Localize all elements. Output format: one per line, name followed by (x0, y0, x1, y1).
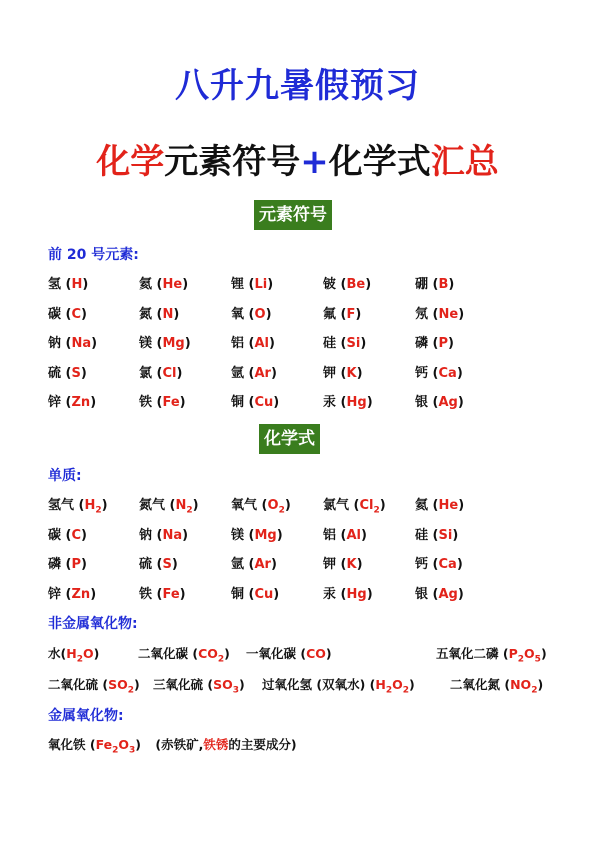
substance-symbol: Fe (162, 586, 180, 602)
element-symbol: Zn (71, 395, 91, 410)
paren-open: ( (156, 586, 163, 602)
element-name: 汞 (323, 395, 337, 410)
substance-symbol: P (71, 557, 82, 572)
element-symbol: P (438, 336, 449, 351)
paren-open: ( (248, 306, 255, 322)
substance-name: 银 (415, 586, 429, 602)
substance-symbol: Na (162, 527, 183, 543)
substance-name: 氧气 (231, 498, 258, 513)
element-symbol: C (71, 306, 82, 322)
element-name: 锌 (48, 395, 62, 410)
element-cell (231, 332, 275, 351)
substance-name: 氢气 (48, 498, 75, 513)
element-name: 硫 (48, 365, 62, 381)
element-name: 氢 (48, 277, 62, 292)
substance-name: 硅 (415, 527, 429, 543)
paren-open: ( (432, 498, 439, 513)
element-name: 银 (415, 395, 429, 410)
paren-close: ) (366, 586, 373, 602)
element-cell (48, 332, 97, 351)
paren-open: ( (432, 365, 439, 381)
paren-close: ) (457, 395, 464, 410)
paren-close: ) (90, 395, 97, 410)
paren-close: ) (456, 365, 463, 381)
paren-close: ) (184, 336, 191, 351)
substance-cell (415, 553, 463, 572)
paren-open: ( (340, 527, 347, 543)
paren-open: ( (248, 527, 255, 543)
fe2o3-note: (赤铁矿,铁锈的主要成分) (155, 737, 297, 752)
substance-cell (323, 524, 367, 543)
paren-open: ( (340, 277, 347, 292)
paren-open: ( (169, 498, 176, 513)
paren-close: ) (456, 557, 463, 572)
paren-close: ) (270, 365, 277, 381)
substance-symbol: Si (438, 527, 453, 543)
substance-name: 钠 (139, 527, 153, 543)
element-symbol: Na (71, 336, 92, 351)
paren-open: ( (340, 557, 347, 572)
paren-close: ) (90, 586, 97, 602)
formula-p2o5: 五氧化二磷 $(P_2O_5)$ (436, 646, 547, 665)
paren-open: ( (65, 395, 72, 410)
formula-no2: 二氧化氮 $(NO_2)$ (450, 677, 544, 696)
element-cell (323, 273, 371, 292)
paren-open: ( (432, 586, 439, 602)
element-cell (415, 332, 454, 351)
substance-name: 铜 (231, 586, 245, 602)
element-cell (48, 273, 88, 292)
substance-name: 锌 (48, 586, 62, 602)
substance-symbol: $Cl_2$ (359, 498, 380, 516)
paren-close: ) (81, 557, 87, 572)
element-name: 铜 (231, 395, 245, 410)
element-name: 铍 (323, 277, 337, 292)
paren-close: ) (276, 527, 283, 543)
paren-open: ( (248, 336, 255, 351)
heading-simple-substances: 单质: (48, 468, 82, 484)
substance-cell (323, 583, 373, 602)
element-symbol: F (346, 306, 356, 322)
substance-name: 氯气 (323, 498, 350, 513)
element-cell (415, 362, 463, 381)
substance-symbol: S (162, 557, 172, 572)
element-symbol: K (346, 365, 357, 381)
paren-open: ( (65, 277, 72, 292)
paren-close: ) (273, 586, 280, 602)
formula-water: 水$(H_2O)$ (48, 646, 100, 665)
element-symbol: H (71, 277, 83, 292)
paren-close: ) (360, 336, 367, 351)
element-name: 铁 (139, 395, 153, 410)
element-symbol: Mg (162, 336, 185, 351)
paren-open: ( (432, 306, 439, 322)
paren-open: ( (340, 306, 347, 322)
substance-symbol: Ag (438, 586, 458, 602)
element-name: 氯 (139, 365, 153, 381)
paren-open: ( (156, 336, 163, 351)
element-symbol: Ar (254, 365, 271, 381)
element-name: 氟 (323, 306, 337, 322)
substance-symbol: $N_2$ (175, 498, 193, 516)
element-name: 铝 (231, 336, 245, 351)
substance-name: 钾 (323, 557, 337, 572)
element-symbol: Fe (162, 395, 180, 410)
element-name: 氩 (231, 365, 245, 381)
badge-element-symbols: 元素符号 (254, 200, 332, 230)
substance-cell (48, 583, 96, 602)
paren-open: ( (353, 498, 360, 513)
substance-cell (139, 583, 186, 602)
element-cell (231, 303, 272, 322)
substance-cell (139, 524, 188, 543)
element-symbol: O (254, 306, 266, 322)
element-cell (139, 391, 186, 410)
paren-open: ( (248, 395, 255, 410)
subtitle-symbols: 元素符号 (164, 142, 301, 182)
substance-cell (323, 553, 363, 572)
substance-symbol: Al (346, 527, 362, 543)
paren-close: ) (91, 336, 98, 351)
element-name: 氖 (415, 306, 429, 322)
element-cell (139, 362, 182, 381)
substance-name: 汞 (323, 586, 337, 602)
element-name: 硼 (415, 277, 429, 292)
paren-open: ( (156, 277, 163, 292)
paren-close: ) (356, 557, 363, 572)
substance-symbol: Cu (254, 586, 274, 602)
paren-close: ) (284, 498, 291, 513)
paren-open: ( (156, 306, 163, 322)
paren-close: ) (452, 527, 459, 543)
element-symbol: Cl (162, 365, 177, 381)
paren-open: ( (432, 557, 439, 572)
element-name: 钠 (48, 336, 62, 351)
substance-cell (231, 553, 277, 572)
substance-cell (48, 524, 87, 543)
element-symbol: N (162, 306, 174, 322)
subtitle-chem: 化学 (96, 142, 165, 182)
substance-cell (415, 583, 464, 602)
paren-close: ) (458, 306, 465, 322)
element-cell (231, 362, 277, 381)
paren-close: ) (458, 498, 465, 513)
paren-close: ) (182, 277, 189, 292)
paren-open: ( (432, 277, 439, 292)
element-symbol: Be (346, 277, 366, 292)
subtitle-summary: 汇总 (430, 142, 499, 182)
paren-open: ( (65, 557, 72, 572)
element-cell (48, 362, 87, 381)
element-name: 镁 (139, 336, 153, 351)
paren-close: ) (80, 365, 87, 381)
paren-close: ) (81, 527, 87, 543)
element-cell (48, 391, 96, 410)
element-cell (48, 303, 87, 322)
element-symbol: He (162, 277, 183, 292)
substance-cell (139, 553, 178, 572)
substance-symbol: C (71, 527, 82, 543)
paren-close: ) (182, 527, 189, 543)
paren-open: ( (248, 365, 255, 381)
formula-co2: 二氧化碳 $(CO_2)$ (138, 646, 230, 665)
paren-open: ( (432, 336, 439, 351)
page-title: 八升九暑假预习 (175, 66, 420, 106)
paren-close: ) (176, 365, 183, 381)
heading-nonmetal-oxides: 非金属氧化物: (48, 616, 138, 632)
paren-close: ) (448, 277, 455, 292)
paren-open: ( (340, 395, 347, 410)
heading-metal-oxides: 金属氧化物: (48, 708, 124, 724)
element-symbol: Si (346, 336, 361, 351)
element-symbol: Ca (438, 365, 457, 381)
substance-cell (139, 494, 199, 516)
paren-close: ) (448, 336, 454, 351)
substance-symbol: $H_2$ (84, 498, 102, 516)
element-symbol: B (438, 277, 449, 292)
element-symbol: Li (254, 277, 268, 292)
element-symbol: Ag (438, 395, 458, 410)
paren-open: ( (340, 586, 347, 602)
element-name: 磷 (415, 336, 429, 351)
substance-name: 硫 (139, 557, 153, 572)
paren-close: ) (173, 306, 180, 322)
substance-symbol: Ar (254, 557, 271, 572)
element-cell (415, 391, 464, 410)
element-name: 碳 (48, 306, 62, 322)
substance-cell (48, 494, 108, 516)
element-cell (139, 332, 191, 351)
substance-symbol: Zn (71, 586, 91, 602)
heading-first-20-elements: 前 20 号元素: (48, 247, 139, 263)
element-symbol: Hg (346, 395, 367, 410)
paren-close: ) (366, 395, 373, 410)
element-cell (231, 273, 273, 292)
element-cell (323, 362, 363, 381)
element-name: 钙 (415, 365, 429, 381)
formula-fe2o3: 氧化铁 $(Fe_2O_3)$ (48, 737, 141, 756)
paren-open: ( (65, 365, 72, 381)
paren-open: ( (156, 365, 163, 381)
substance-name: 钙 (415, 557, 429, 572)
substance-cell (415, 494, 464, 513)
paren-open: ( (156, 557, 163, 572)
element-name: 氦 (139, 277, 153, 292)
paren-close: ) (361, 527, 367, 543)
element-cell (323, 303, 361, 322)
page-subtitle (0, 134, 595, 183)
element-cell (231, 391, 279, 410)
paren-close: ) (273, 395, 280, 410)
substance-symbol: $O_2$ (267, 498, 285, 516)
paren-close: ) (179, 395, 186, 410)
element-cell (139, 303, 179, 322)
paren-open: ( (65, 306, 72, 322)
element-cell (415, 303, 464, 322)
paren-open: ( (432, 395, 439, 410)
element-name: 钾 (323, 365, 337, 381)
substance-name: 氩 (231, 557, 245, 572)
paren-open: ( (65, 527, 72, 543)
paren-close: ) (355, 306, 362, 322)
paren-close: ) (265, 306, 272, 322)
paren-close: ) (82, 277, 89, 292)
substance-cell (48, 553, 87, 572)
substance-name: 碳 (48, 527, 62, 543)
paren-close: ) (179, 586, 186, 602)
paren-open: ( (248, 277, 255, 292)
paren-open: ( (248, 557, 255, 572)
substance-name: 氮气 (139, 498, 166, 513)
formula-h2o2: 过氧化氢 (双氧水) $(H_2O_2)$ (262, 677, 415, 696)
substance-symbol: K (346, 557, 357, 572)
paren-open: ( (340, 365, 347, 381)
substance-symbol: Ca (438, 557, 457, 572)
subtitle-plus: + (300, 142, 329, 182)
element-name: 氮 (139, 306, 153, 322)
substance-cell (231, 524, 283, 543)
paren-close: ) (192, 498, 199, 513)
substance-name: 镁 (231, 527, 245, 543)
paren-open: ( (78, 498, 85, 513)
element-name: 硅 (323, 336, 337, 351)
paren-close: ) (171, 557, 178, 572)
substance-name: 磷 (48, 557, 62, 572)
badge-chemical-formulas: 化学式 (259, 424, 320, 454)
paren-open: ( (432, 527, 439, 543)
element-name: 氧 (231, 306, 245, 322)
element-symbol: S (71, 365, 81, 381)
substance-symbol: Hg (346, 586, 367, 602)
element-cell (323, 332, 366, 351)
substance-symbol: Mg (254, 527, 277, 543)
substance-cell (323, 494, 386, 516)
substance-name: 铁 (139, 586, 153, 602)
paren-close: ) (270, 557, 277, 572)
formula-so2: 二氧化硫 $(SO_2)$ (48, 677, 140, 696)
element-symbol: Cu (254, 395, 274, 410)
paren-open: ( (340, 336, 347, 351)
substance-symbol: He (438, 498, 459, 513)
element-name: 锂 (231, 277, 245, 292)
paren-close: ) (81, 306, 87, 322)
subtitle-formulas: 化学式 (328, 142, 431, 182)
paren-open: ( (261, 498, 268, 513)
substance-cell (415, 524, 458, 543)
paren-close: ) (365, 277, 372, 292)
metal-oxides-line (48, 735, 297, 756)
element-symbol: Al (254, 336, 270, 351)
paren-close: ) (267, 277, 274, 292)
paren-close: ) (379, 498, 386, 513)
paren-open: ( (65, 586, 72, 602)
paren-open: ( (156, 527, 163, 543)
formula-so3: 三氧化硫 $(SO_3)$ (153, 677, 245, 696)
paren-close: ) (356, 365, 363, 381)
element-cell (139, 273, 188, 292)
substance-name: 铝 (323, 527, 337, 543)
substance-cell (231, 494, 291, 516)
element-cell (323, 391, 373, 410)
paren-open: ( (156, 395, 163, 410)
paren-close: ) (269, 336, 275, 351)
paren-close: ) (101, 498, 108, 513)
element-symbol: Ne (438, 306, 459, 322)
substance-name: 氦 (415, 498, 429, 513)
paren-close: ) (457, 586, 464, 602)
formula-co: 一氧化碳 (CO) (246, 646, 332, 661)
paren-open: ( (248, 586, 255, 602)
paren-open: ( (65, 336, 72, 351)
substance-cell (231, 583, 279, 602)
element-cell (415, 273, 454, 292)
